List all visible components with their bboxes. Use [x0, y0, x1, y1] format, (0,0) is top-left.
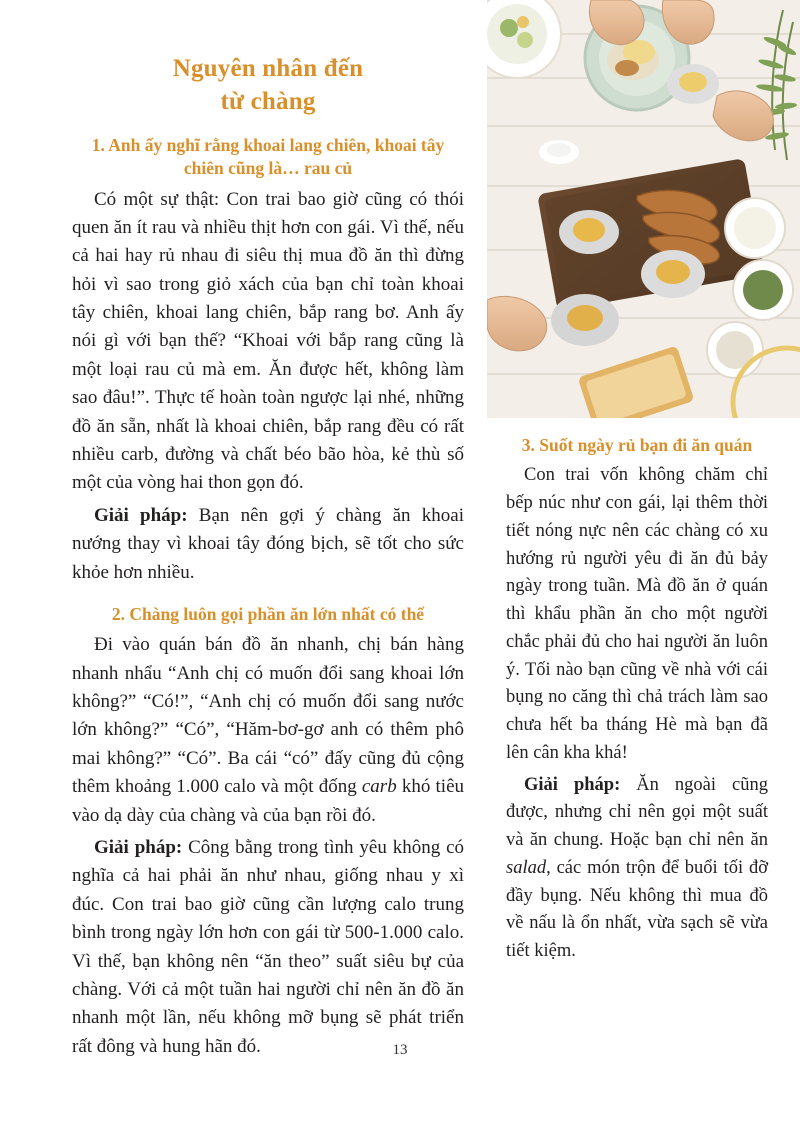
section-2-solution-label: Giải pháp: [94, 837, 183, 858]
section-3-solution-text-part2: , các món trộn để buổi tối đỡ đầy bụng. Nếu không thì mua đồ về nấu là ổn nhất, vừa sạch sẽ vừa tiết kiệm. [506, 857, 768, 962]
section-1-heading: 1. Anh ấy nghĩ rằng khoai lang chiên, khoai tây chiên cũng là… rau củ [91, 135, 445, 179]
section-3-solution [506, 772, 768, 966]
section-3-solution-italic: salad [506, 857, 547, 878]
section-2-solution [72, 834, 464, 1061]
section-2-paragraph-1-part1: Đi vào quán bán đồ ăn nhanh, chị bán hàng nhanh nhẩu “Anh chị có muốn đổi sang khoai lớn không?” “Có!”, “Anh chị có muốn đổi sang nước lớn không?” “Có”, “Hăm-bơ-gơ anh có thêm phô mai không?” “Có”. Ba cái “có” đấy cũng đủ cộng thêm khoảng 1.000 calo và một đống [72, 634, 464, 798]
section-1-solution [72, 502, 464, 587]
page-title [72, 52, 464, 118]
right-column [506, 418, 768, 966]
section-3-paragraph-1: Con trai vốn không chăm chỉ bếp núc như con gái, lại thêm thời tiết nóng nực nên các chàng có xu hướng rủ người yêu đi ăn đủ bảy ngày trong tuần. Mà đồ ăn ở quán thì khẩu phần ăn cho một người chắc phải đủ cho hai người ăn luôn ý. Tối nào bạn cũng về nhà với cái bụng no căng thì chả trách làm sao chưa hết ba tháng Hè mà bạn đã lên cân kha khá! [506, 465, 768, 763]
section-2-paragraph-1-part2: khó tiêu vào dạ dày của chàng và của bạn rồi đó. [72, 776, 464, 826]
section-2-paragraph-1 [72, 631, 464, 830]
page-number: 13 [392, 1042, 408, 1058]
page-title-line1: Nguyên nhân đến [172, 55, 364, 82]
section-2-solution-text: Công bằng trong tình yêu không có nghĩa cả hai phải ăn như nhau, giống nhau y xì đúc. Con trai bao giờ cũng cần lượng calo trung bình trong ngày lớn hơn con gái từ 500-1.000 calo. Vì thế, bạn không nên “ăn theo” suất siêu bự của chàng. Với cả một tuần hai người chỉ nên ăn đồ ăn nhanh một lần, nếu không mỡ bụng sẽ phát triển rất đông và hung hãn đó. [72, 837, 464, 1057]
left-column [72, 52, 464, 1061]
section-1-solution-text: Bạn nên gợi ý chàng ăn khoai nướng thay vì khoai tây đóng bịch, sẽ tốt cho sức khỏe hơn nhiều. [72, 504, 464, 583]
food-table-photo [487, 0, 800, 418]
page-title-line2: từ chàng [220, 88, 316, 115]
section-2-paragraph-1-italic: carb [361, 776, 397, 798]
section-1-solution-label: Giải pháp: [94, 504, 188, 526]
section-3-solution-label: Giải pháp: [524, 774, 621, 795]
section-3-heading: 3. Suốt ngày rủ bạn đi ăn quán [521, 435, 753, 455]
photo-illustration [487, 0, 800, 418]
section-3-solution-text-part1: Ăn ngoài cũng được, nhưng chỉ nên gọi một suất và ăn chung. Hoặc bạn chỉ nên ăn [506, 774, 768, 851]
section-1-paragraph-1: Có một sự thật: Con trai bao giờ cũng có thói quen ăn ít rau và nhiều thịt hơn con gái. Vì thế, nếu cả hai hay rủ nhau đi siêu thị mua đồ ăn thì đừng hỏi vì sao trong giỏ xách của bạn chỉ toàn khoai tây chiên, khoai lang chiên, bắp rang bơ. Anh ấy nói gì với bạn thế? “Khoai với bắp rang cũng là một loại rau củ mà em. Ăn được hết, không làm sao đâu!”. Thực tế hoàn toàn ngược lại nhé, những đồ ăn sẵn, nhất là khoai chiên, bắp rang đều có rất nhiều carb, đường và chất béo bão hòa, kẻ thù số một của vòng hai thon gọn đó. [72, 188, 464, 494]
section-2-heading: 2. Chàng luôn gọi phần ăn lớn nhất có thể [111, 604, 425, 624]
